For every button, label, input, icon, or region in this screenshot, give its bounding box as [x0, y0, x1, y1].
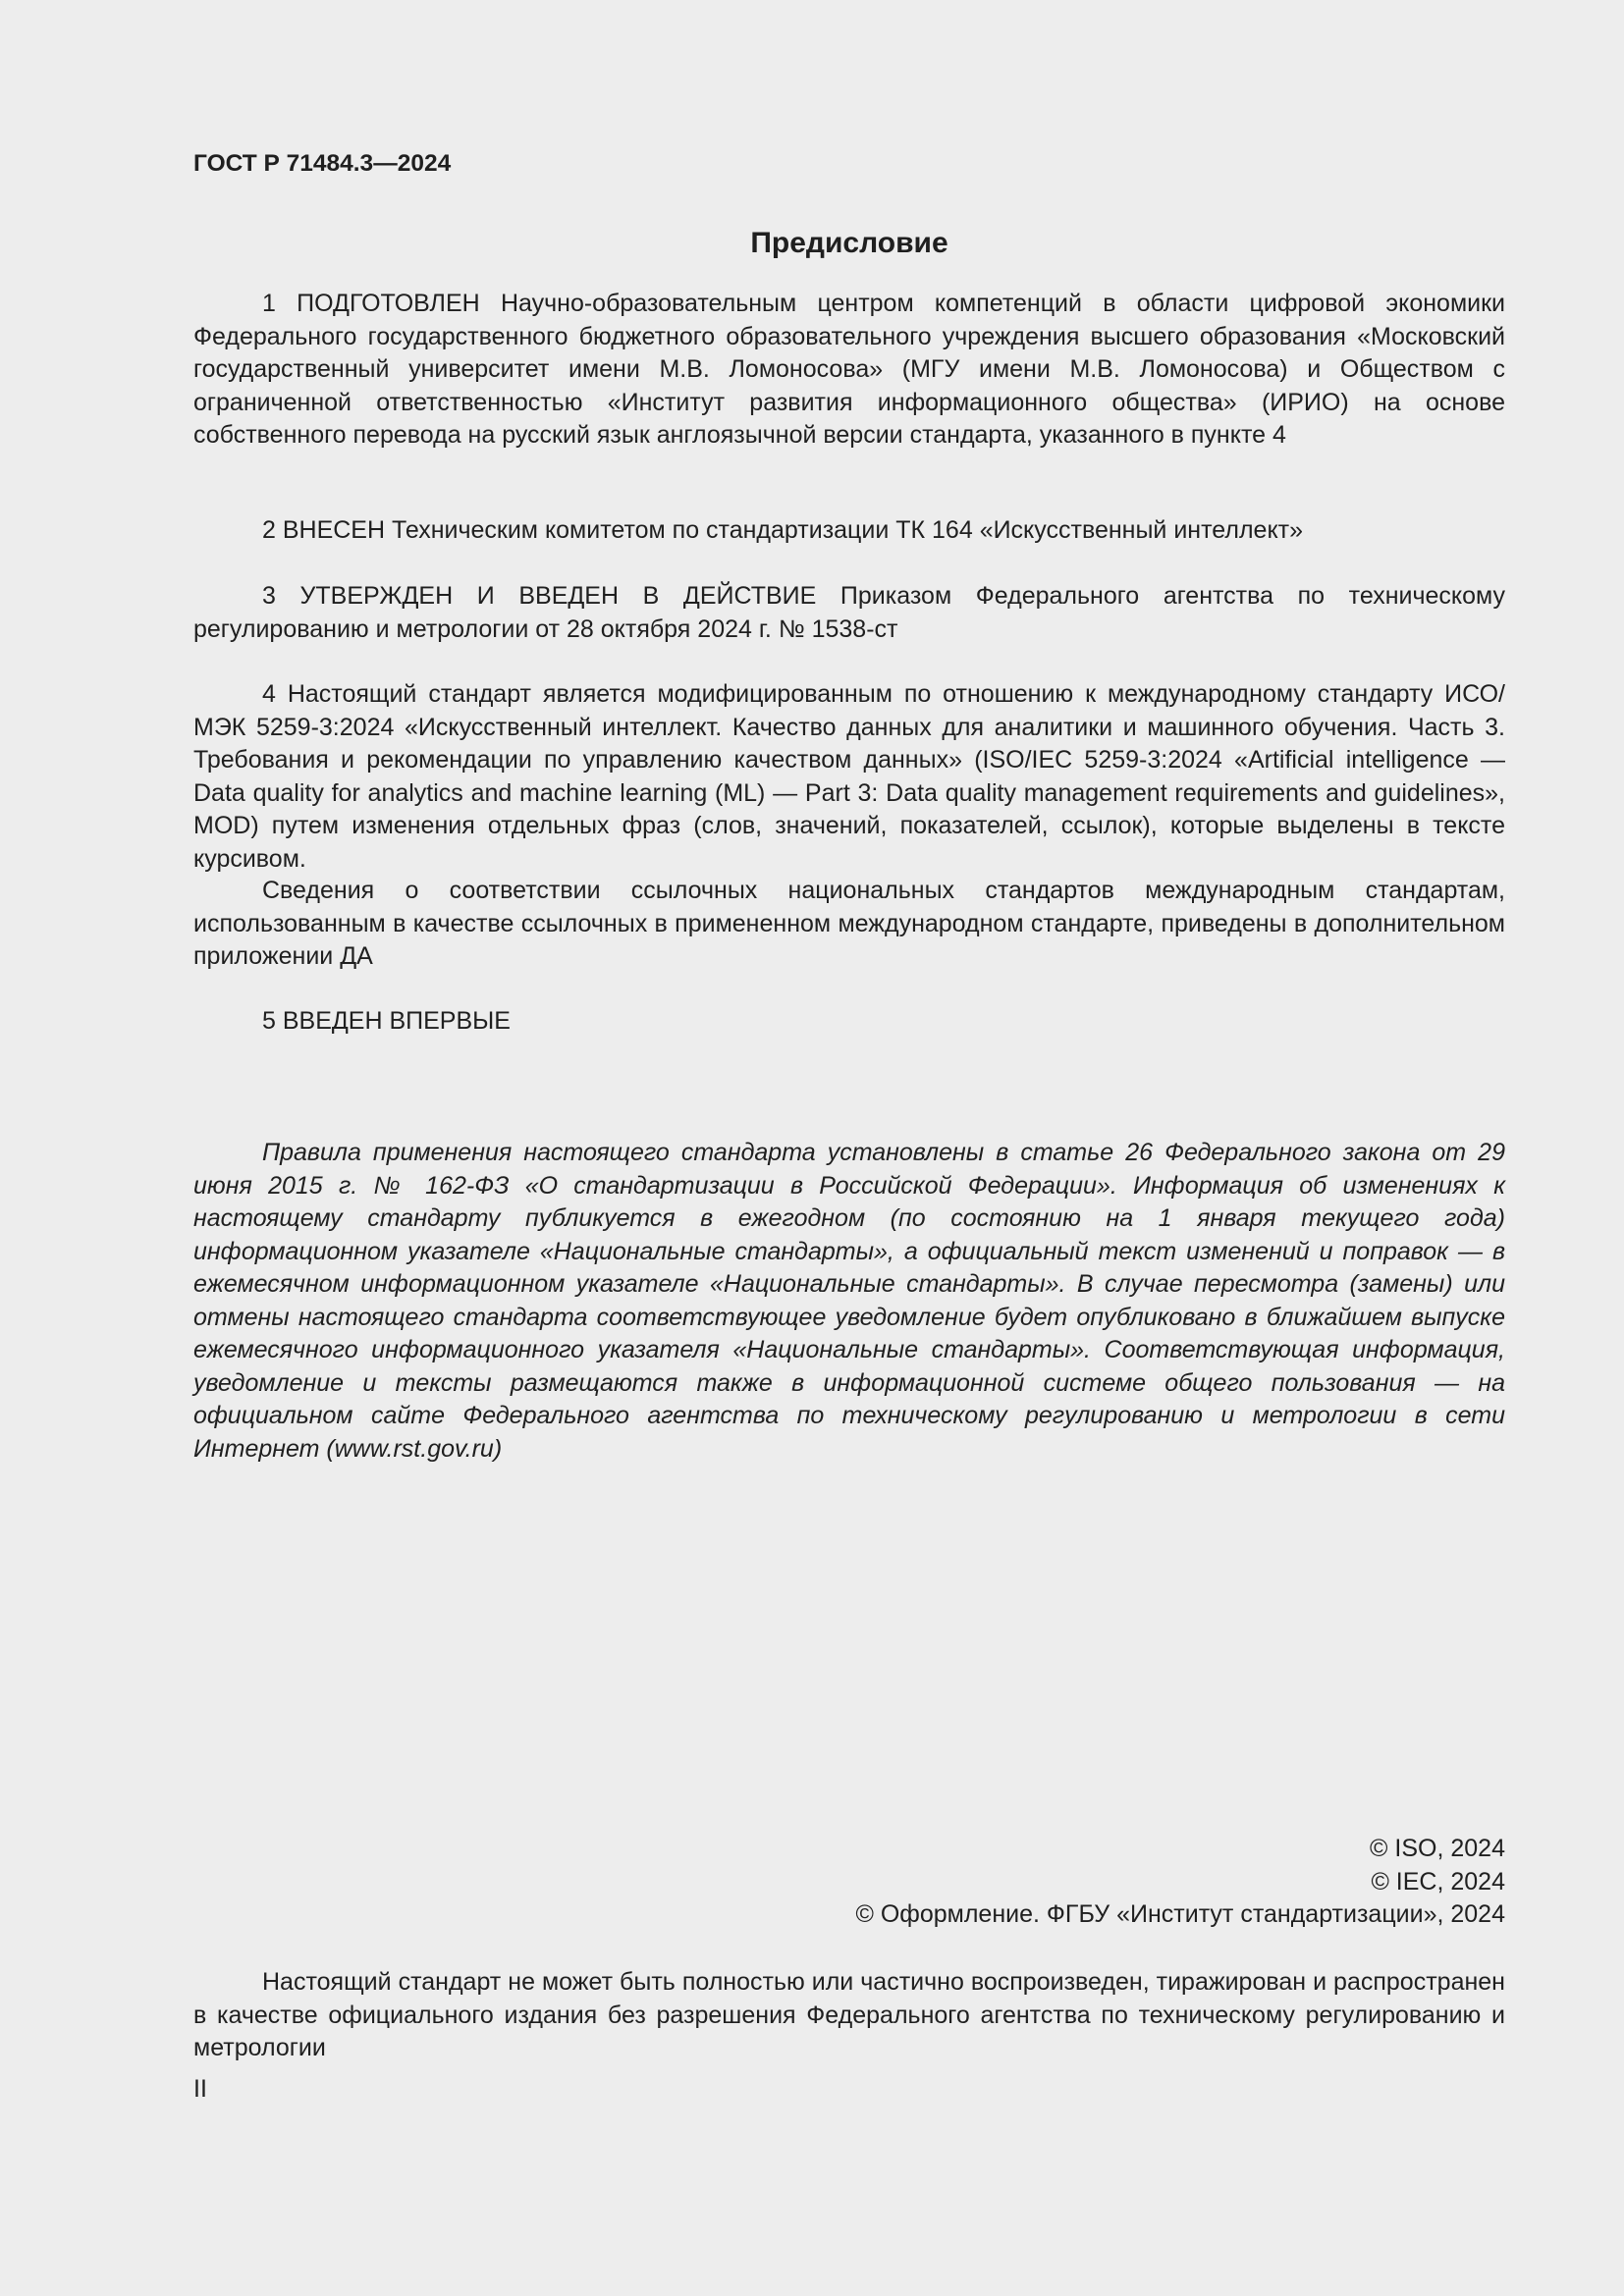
- paragraph-1-prepared: 1 ПОДГОТОВЛЕН Научно-образовательным центром компетенций в области цифровой экономики Федерального государственного бюджетного образовательного учреждения высшего образования «Московский государственный университет имени М.В. Ломоносова» (МГУ имени М.В. Ломоносова) и Обществом с ограниченной ответственностью «Институт развития информационного общества» (ИРИО) на основе собственного перевода на русский язык англоязычной версии стандарта, указанного в пункте 4: [193, 290, 1505, 449]
- paragraph-2-submitted: 2 ВНЕСЕН Техническим комитетом по стандартизации ТК 164 «Искусственный интеллект»: [262, 516, 1304, 544]
- page-number: II: [193, 2075, 207, 2103]
- paragraph-3-approved: 3 УТВЕРЖДЕН И ВВЕДЕН В ДЕЙСТВИЕ Приказом Федерального агентства по техническому регулированию и метрологии от 28 октября 2024 г. № 1538-ст: [193, 582, 1505, 643]
- copyright-iec: © IEC, 2024: [1371, 1867, 1505, 1896]
- rules-paragraph: Правила применения настоящего стандарта установлены в статье 26 Федерального закона от 29 июня 2015 г. № 162-ФЗ «О стандартизации в Российской Федерации». Информация об изменениях к настоящему стандарту публикуется в ежегодном (по состоянию на 1 января текущего года) информационном указателе «Национальные стандарты», а официальный текст изменений и поправок — в ежемесячном информационном указателе «Национальные стандарты». В случае пересмотра (замены) или отмены настоящего стандарта соответствующее уведомление будет опубликовано в ближайшем выпуске ежемесячного информационного указателя «Национальные стандарты». Соответствующая информация, уведомление и тексты размещаются также в информационной системе общего пользования — на официальном сайте Федерального агентства по техническому регулированию и метрологии в сети Интернет (www.rst.gov.ru): [193, 1139, 1505, 1463]
- paragraph-5-first-introduced: 5 ВВЕДЕН ВПЕРВЫЕ: [262, 1007, 511, 1035]
- page-title: Предисловие: [750, 227, 948, 259]
- copyright-block: [193, 1833, 1505, 1932]
- reproduction-notice: Настоящий стандарт не может быть полностью или частично воспроизведен, тиражирован и распространен в качестве официального издания без разрешения Федерального агентства по техническому регулированию и метрологии: [193, 1968, 1505, 2061]
- document-code: ГОСТ Р 71484.3—2024: [193, 150, 452, 177]
- paragraph-4-modified: 4 Настоящий стандарт является модифицированным по отношению к международному стандарту ИСО/МЭК 5259-3:2024 «Искусственный интеллект. Качество данных для аналитики и машинного обучения. Часть 3. Требования и рекомендации по управлению качеством данных» (ISO/IEC 5259-3:2024 «Artificial intelligence — Data quality for analytics and machine learning (ML) — Part 3: Data quality management requirements and guidelines», MOD) путем изменения отдельных фраз (слов, значений, показателей, ссылок), которые выделены в тексте курсивом.: [193, 680, 1505, 873]
- copyright-iso: © ISO, 2024: [1370, 1835, 1505, 1862]
- paragraph-4-references: Сведения о соответствии ссылочных национальных стандартов международным стандартам, использованным в качестве ссылочных в примененном международном стандарте, приведены в дополнительном приложении ДА: [193, 877, 1505, 970]
- copyright-design: © Оформление. ФГБУ «Институт стандартизации», 2024: [855, 1900, 1505, 1928]
- document-page: [193, 0, 1505, 2296]
